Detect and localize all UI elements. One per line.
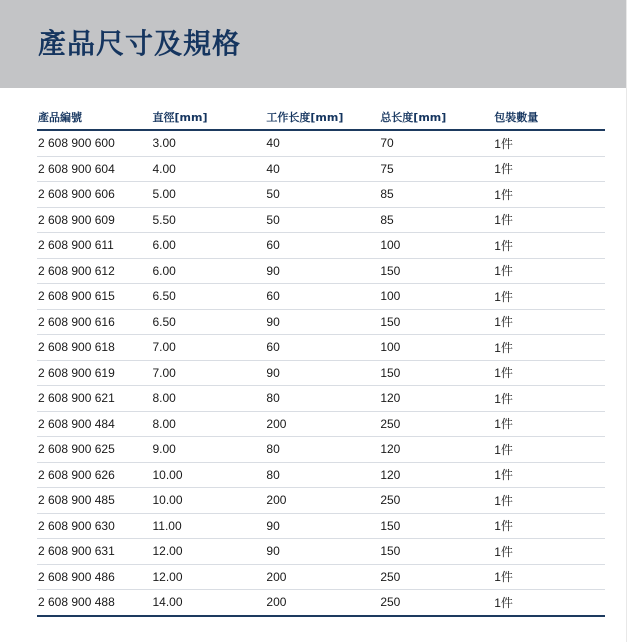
cell-product-number: 2 608 900 630: [37, 513, 152, 539]
cell-working-length: 80: [265, 462, 379, 488]
cell-pack-quantity: 1件: [493, 539, 605, 565]
cell-total-length: 100: [379, 335, 493, 361]
cell-pack-quantity: 1件: [493, 360, 605, 386]
cell-product-number: 2 608 900 484: [37, 411, 152, 437]
table-row: [37, 309, 605, 335]
table-row: [37, 590, 605, 616]
cell-pack-quantity: 1件: [493, 437, 605, 463]
cell-total-length: 250: [379, 411, 493, 437]
cell-pack-quantity: 1件: [493, 207, 605, 233]
table-row: [37, 564, 605, 590]
header-pack-quantity: 包裝數量: [493, 104, 605, 130]
cell-pack-quantity: 1件: [493, 488, 605, 514]
cell-working-length: 60: [265, 284, 379, 310]
cell-product-number: 2 608 900 626: [37, 462, 152, 488]
cell-pack-quantity: 1件: [493, 309, 605, 335]
cell-pack-quantity: 1件: [493, 590, 605, 616]
table-row: [37, 539, 605, 565]
cell-diameter: 8.00: [152, 386, 266, 412]
cell-pack-quantity: 1件: [493, 386, 605, 412]
cell-pack-quantity: 1件: [493, 258, 605, 284]
table-row: [37, 411, 605, 437]
cell-total-length: 150: [379, 360, 493, 386]
cell-product-number: 2 608 900 606: [37, 182, 152, 208]
header-diameter: 直徑[mm]: [152, 104, 266, 130]
cell-diameter: 14.00: [152, 590, 266, 616]
spec-table: [37, 104, 605, 617]
cell-product-number: 2 608 900 612: [37, 258, 152, 284]
cell-pack-quantity: 1件: [493, 156, 605, 182]
table-row: [37, 335, 605, 361]
table-header-row: [37, 104, 605, 130]
cell-working-length: 40: [265, 130, 379, 156]
cell-diameter: 12.00: [152, 539, 266, 565]
cell-working-length: 80: [265, 386, 379, 412]
cell-diameter: 5.00: [152, 182, 266, 208]
table-row: [37, 156, 605, 182]
cell-working-length: 60: [265, 335, 379, 361]
header-working-length: 工作长度[mm]: [265, 104, 379, 130]
cell-working-length: 200: [265, 488, 379, 514]
table-row: [37, 513, 605, 539]
cell-diameter: 7.00: [152, 360, 266, 386]
cell-working-length: 50: [265, 182, 379, 208]
table-row: [37, 207, 605, 233]
table-row: [37, 130, 605, 156]
cell-diameter: 7.00: [152, 335, 266, 361]
right-divider: [626, 0, 627, 642]
page-title: 產品尺寸及規格: [38, 27, 242, 60]
cell-working-length: 200: [265, 411, 379, 437]
cell-diameter: 11.00: [152, 513, 266, 539]
table-row: [37, 284, 605, 310]
cell-working-length: 90: [265, 539, 379, 565]
cell-diameter: 4.00: [152, 156, 266, 182]
cell-product-number: 2 608 900 631: [37, 539, 152, 565]
cell-total-length: 85: [379, 182, 493, 208]
cell-diameter: 10.00: [152, 462, 266, 488]
cell-total-length: 100: [379, 233, 493, 259]
cell-pack-quantity: 1件: [493, 411, 605, 437]
cell-diameter: 6.50: [152, 284, 266, 310]
cell-product-number: 2 608 900 488: [37, 590, 152, 616]
cell-diameter: 6.00: [152, 258, 266, 284]
cell-diameter: 12.00: [152, 564, 266, 590]
cell-pack-quantity: 1件: [493, 513, 605, 539]
cell-product-number: 2 608 900 619: [37, 360, 152, 386]
cell-product-number: 2 608 900 611: [37, 233, 152, 259]
cell-working-length: 80: [265, 437, 379, 463]
cell-product-number: 2 608 900 616: [37, 309, 152, 335]
cell-product-number: 2 608 900 604: [37, 156, 152, 182]
header-total-length: 总长度[mm]: [379, 104, 493, 130]
cell-total-length: 120: [379, 437, 493, 463]
table-row: [37, 258, 605, 284]
cell-working-length: 200: [265, 590, 379, 616]
cell-pack-quantity: 1件: [493, 182, 605, 208]
cell-pack-quantity: 1件: [493, 130, 605, 156]
cell-total-length: 100: [379, 284, 493, 310]
cell-working-length: 90: [265, 513, 379, 539]
cell-pack-quantity: 1件: [493, 233, 605, 259]
cell-product-number: 2 608 900 625: [37, 437, 152, 463]
cell-total-length: 75: [379, 156, 493, 182]
cell-working-length: 90: [265, 258, 379, 284]
header-product-number: 產品編號: [37, 104, 152, 130]
cell-pack-quantity: 1件: [493, 462, 605, 488]
cell-product-number: 2 608 900 486: [37, 564, 152, 590]
cell-working-length: 60: [265, 233, 379, 259]
cell-working-length: 40: [265, 156, 379, 182]
table-row: [37, 233, 605, 259]
cell-working-length: 50: [265, 207, 379, 233]
cell-pack-quantity: 1件: [493, 335, 605, 361]
table-row: [37, 360, 605, 386]
cell-product-number: 2 608 900 618: [37, 335, 152, 361]
cell-product-number: 2 608 900 600: [37, 130, 152, 156]
cell-product-number: 2 608 900 615: [37, 284, 152, 310]
cell-pack-quantity: 1件: [493, 284, 605, 310]
cell-working-length: 90: [265, 360, 379, 386]
table-row: [37, 182, 605, 208]
table-row: [37, 462, 605, 488]
cell-diameter: 6.00: [152, 233, 266, 259]
table-row: [37, 437, 605, 463]
cell-diameter: 8.00: [152, 411, 266, 437]
cell-total-length: 150: [379, 258, 493, 284]
cell-product-number: 2 608 900 609: [37, 207, 152, 233]
cell-total-length: 250: [379, 564, 493, 590]
cell-diameter: 10.00: [152, 488, 266, 514]
cell-total-length: 85: [379, 207, 493, 233]
cell-working-length: 200: [265, 564, 379, 590]
title-banner: [0, 0, 626, 88]
cell-total-length: 150: [379, 539, 493, 565]
cell-total-length: 150: [379, 513, 493, 539]
cell-total-length: 70: [379, 130, 493, 156]
cell-product-number: 2 608 900 621: [37, 386, 152, 412]
cell-diameter: 3.00: [152, 130, 266, 156]
cell-working-length: 90: [265, 309, 379, 335]
cell-diameter: 9.00: [152, 437, 266, 463]
cell-total-length: 250: [379, 488, 493, 514]
cell-total-length: 120: [379, 386, 493, 412]
cell-total-length: 250: [379, 590, 493, 616]
cell-product-number: 2 608 900 485: [37, 488, 152, 514]
cell-total-length: 150: [379, 309, 493, 335]
cell-pack-quantity: 1件: [493, 564, 605, 590]
table-row: [37, 386, 605, 412]
table-row: [37, 488, 605, 514]
cell-diameter: 5.50: [152, 207, 266, 233]
cell-total-length: 120: [379, 462, 493, 488]
cell-diameter: 6.50: [152, 309, 266, 335]
